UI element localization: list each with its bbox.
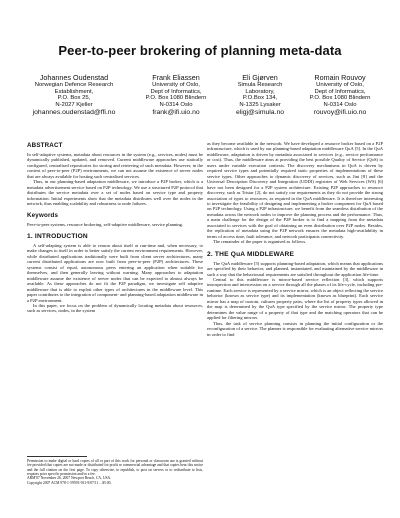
footnote-rule — [27, 456, 87, 457]
author-email: frank@ifi.uio.no — [152, 108, 200, 116]
copyright-line: Copyright 2007 ACM 978-1-59593-931-9/07/11 ...$5.00. — [27, 480, 112, 485]
body-paragraph: The remainder of the paper is organised as follows. — [213, 239, 307, 245]
author-email: eligj@simula.no — [235, 108, 285, 116]
body-paragraph: Central to this middleware is mirror-based service reflection [3], which supports introspection and intercession on a service through all the phases of its life-cycle, including pre-runtime. Each service is represented by a service mirror, which is an object reflecting the service behavior (known as service type) and its implementation (known as blueprint). Each service mirror has a map of custom, cultures property pairs, where the list of property types allowed in the map is determined by the QuA type specified by the service mirror. The property type determines the value range of a property of that type and the matching operators that can be applied for filtering mirrors. — [207, 276, 383, 321]
author-affiliation-line: Establishment, — [54, 88, 94, 95]
right-column — [207, 141, 383, 337]
author-affiliation-line: University of Oslo, — [152, 82, 200, 88]
author-affiliation-line: Simula Research — [237, 82, 283, 88]
author-name: Eli Gjørven — [242, 73, 278, 82]
body-paragraph: The QuA middleware [5] supports planning-based adaptation, which means that applications are specified by their behavior, and planned, instantiated, and maintained by the middleware in such a way that the behavioural requirements are satisfied throughout the application life-time. — [207, 260, 383, 277]
author-affiliation-line: Laboratory, — [245, 88, 275, 95]
author-affiliation-line: N-0314 Oslo — [323, 102, 357, 109]
keywords-text: Peer-to-peer systems, resource brokering, self-adaptive middleware, service planning. — [27, 221, 184, 227]
introduction-paragraph: A self-adapting system is able to reason about itself at run-time and, when necessary, to make changes to itself in order to better satisfy the current environment requirements. However, while distributed applications traditionally were built from client server architectures, many current distributed applications are now built from peer-to-peer (P2P) architectures. These systems consist of equal, autonomous peers entering an application when suitable for themselves, and then generally leaving without warning. Many approaches to adaptation middleware assume the existence of server nodes that can be expected to almost always be available. As these approaches do not fit the P2P paradigm, we investigate self adaptive middleware that is able to exploit other types of architectures in the middleware level. This paper contributes to the integration of component- and planning-based adaptation middleware in a P2P environment. — [27, 242, 203, 303]
author-name: Romain Rouvoy — [314, 73, 366, 82]
author-affiliation-line: University of Oslo, — [316, 82, 364, 88]
permission-notice: Permission to make digital or hard copies of all or part of this work for personal or classroom use is granted without fee provided that copies are not made or distributed for profit or commercial advantage and that copies bear this notice and the full citation on the first page. To copy otherwise, to republish, to post on servers or to redistribute to lists, requires prior specific permission and/or a fee. — [27, 459, 203, 477]
author-affiliation-line: P.O. Box 25, — [57, 95, 91, 102]
author-oudenstad — [18, 73, 130, 117]
author-affiliation-line: N-0314 Oslo — [159, 102, 193, 109]
left-column — [27, 142, 203, 314]
abstract-paragraph: In self-adaptive systems, metadata about resources in the system (e.g., services, nodes) must be dynamically published, updated, and removed. Current middleware approaches use statically configured, centralised repositories for storing and retrieving of such metadata. However, in the context of peer-to-peer (P2P) environments, we can not assume the existence of server nodes that are always available for hosting such centralised services. — [27, 152, 203, 179]
author-name: Frank Eliassen — [152, 73, 200, 82]
author-affiliation-line: Dept of Informatics, — [150, 88, 202, 95]
author-name: Johannes Oudenstad — [39, 73, 109, 82]
author-rouvoy — [294, 73, 386, 117]
author-affiliation-line: Dept of Informatics, — [314, 88, 366, 95]
body-paragraph: as they become available in the network. We have developed a resource broker based on a P2P infrastructure, which is used by our planning-based adaptation middleware QuA [5]. In the QuA middleware, adaptation is driven by metadata associated to services (e.g., service performance or cost). Thus, the middleware aims at providing the best possible Quality of Service (QoS) to users under variable execution contexts. The discovery mechanisms in QuA is driven by required service types and potentially required static properties of implementations of these service types. Other approaches to dynamic discovery of services, such as Jini [8] and the Universal Description Discovery and Integration (UDDI) registries of Web Services (WS) [6] have not been designed for a P2P system architecture. Existing P2P approaches to resource discovery, such as Tristar [2], do not satisfy our requirements as they do not provide the strong association of types to resources, as required in the QuA middleware. It is therefore interesting to investigate the feasibility of designing and implementing a broker component for QuA based on P2P technology. Using a P2P infrastructure, we benefit from the seamless distribution of the metadata across the network nodes to improve the planning process and the performance. Thus, a main challenge for the design of the P2P broker is to find a mapping from the metadata associated to services with the goal of obtaining an even distribution over P2P nodes. Besides, the replication of metadata using the P2P network ensures the metadata high-availability in terms of access time, fault tolerance, and network participants connectivity. — [207, 141, 383, 239]
copyright-footnote — [27, 456, 203, 485]
venue-line: ARM'07 November 26, 2007 Newport Beach, CA, USA. — [27, 476, 112, 481]
body-paragraph: Thus, the task of service planning consists in planning the initial configuration or the reconfiguration of a service. The planner is responsible for evaluating alternative service mirrors in order to find — [207, 320, 383, 337]
qua-middleware-heading: 2. THE QuA MIDDLEWARE — [207, 250, 295, 258]
author-email: johannes.oudenstad@ffi.no — [32, 108, 116, 116]
author-affiliation-line: P.O.Box 134, — [242, 95, 278, 102]
author-affiliation-line: N-1325 Lysaker — [239, 102, 281, 109]
author-email: rouvoy@ifi.uio.no — [313, 108, 367, 116]
introduction-heading: 1. INTRODUCTION — [27, 232, 88, 240]
keywords-heading: Keywords — [27, 211, 59, 219]
introduction-paragraph: In this paper, we focus on the problem of dynamically locating metadata about resources, such as services, nodes, in the system — [27, 302, 203, 314]
author-affiliation-line: P.O. Box 1080 Blindern — [309, 95, 371, 102]
author-eliassen — [126, 73, 226, 117]
author-affiliation-line: N-2027 Kjeller — [55, 102, 93, 109]
author-affiliation-line: Norwegian Defence Research — [34, 82, 114, 88]
author-affiliation-line: P.O. Box 1080 Blindern — [145, 95, 207, 102]
author-block — [18, 73, 384, 123]
abstract-paragraph: Thus, in our planning-based adaptation middleware, we introduce a P2P broker, which is a metadata advertisement service based on P2P technology. We use a structured P2P protocol that distributes the service metadata over a set of nodes based on service type and property information. Initial experiments show that the metadata distributes well over the nodes in the network, thus enabling scalability and robustness to node failures. — [27, 179, 203, 207]
author-gjorven — [218, 73, 302, 117]
paper-title: Peer-to-peer brokering of planning meta-data — [58, 43, 342, 58]
abstract-heading: ABSTRACT — [27, 142, 63, 149]
